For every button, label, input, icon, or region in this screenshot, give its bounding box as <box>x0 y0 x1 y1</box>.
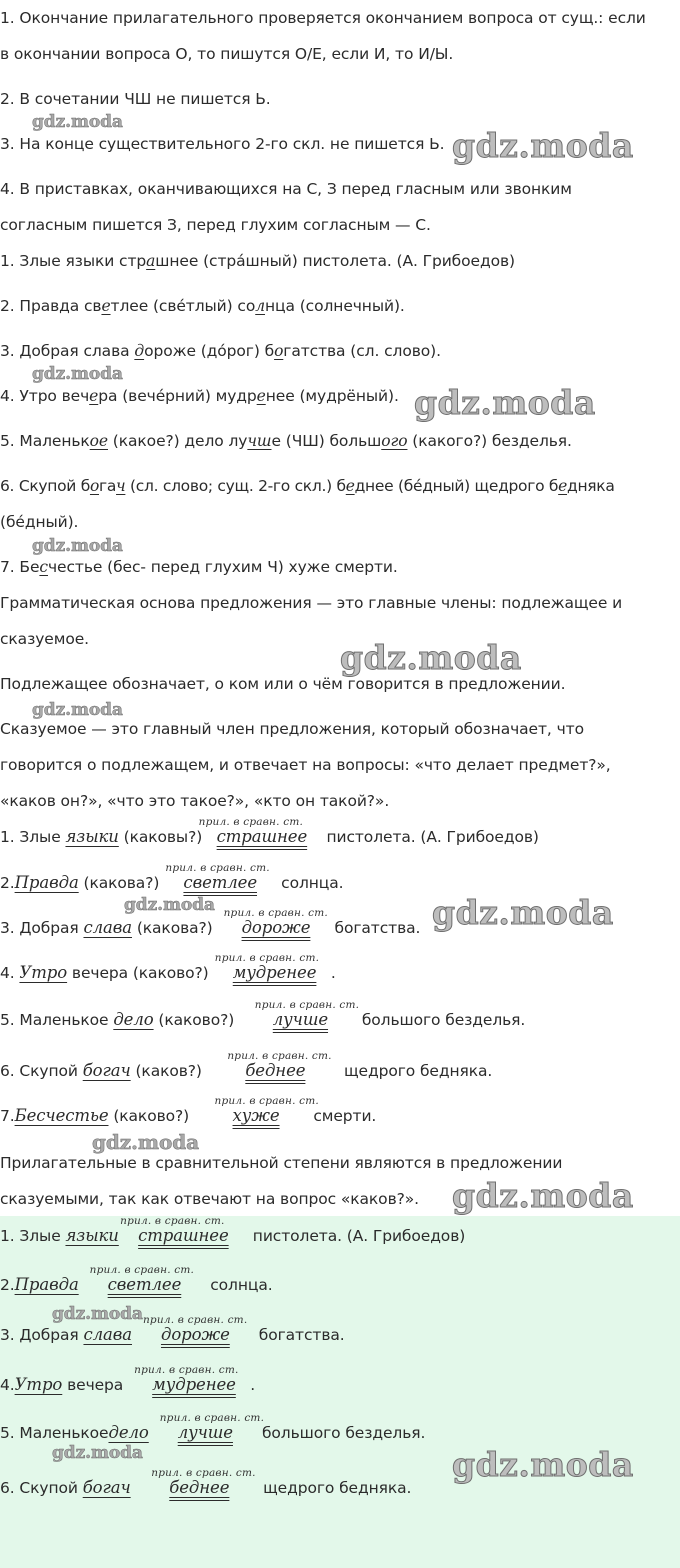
watermark: gdz.moda <box>52 1443 143 1463</box>
theory-line: Сказуемое — это главный член предложения, который обозначает, что <box>0 720 584 738</box>
rule-line: 4. В приставках, оканчивающихся на С, З перед гласным или звонким <box>0 180 572 198</box>
example-line: 2. Правда светлее (свéтлый) солнца (солнечный). <box>0 297 405 315</box>
final-sentence: 2.Правда прил. в сравн. ст. светлее солнца. <box>0 1264 273 1294</box>
rule-line: 3. На конце существительного 2-го скл. не пишется Ь. <box>0 135 445 153</box>
rule-line: 1. Окончание прилагательного проверяется окончанием вопроса от сущ.: если <box>0 9 646 27</box>
final-sentence: 4.Утро вечера прил. в сравн. ст. мудренее . <box>0 1364 256 1394</box>
parsed-sentence: 4. Утро вечера (каково?) прил. в сравн. ст. мудренее . <box>0 952 336 982</box>
parsed-sentence: 1. Злые языки (каковы?) прил. в сравн. ст. страшнее пистолета. (А. Грибоедов) <box>0 816 539 846</box>
theory-line: говорится о подлежащем, и отвечает на вопросы: «что делает предмет?», <box>0 756 611 774</box>
rule-line: в окончании вопроса О, то пишутся О/Е, если И, то И/Ы. <box>0 45 454 63</box>
rule-line: согласным пишется З, перед глухим согласным — С. <box>0 216 431 234</box>
example-line: (бéдный). <box>0 513 79 531</box>
watermark: gdz.moda <box>452 126 634 165</box>
watermark: gdz.moda <box>452 1176 634 1215</box>
example-line: 4. Утро вечера (вечéрний) мудренее (мудрёный). <box>0 387 399 405</box>
watermark: gdz.moda <box>32 536 123 556</box>
final-sentence: 5. Маленькоедело прил. в сравн. ст. лучше большого безделья. <box>0 1412 426 1442</box>
rule-line: 2. В сочетании ЧШ не пишется Ь. <box>0 90 271 108</box>
watermark: gdz.moda <box>340 638 522 677</box>
example-line: 7. Бесчестье (бес- перед глухим Ч) хуже смерти. <box>0 558 398 576</box>
final-sentence: 6. Скупой богач прил. в сравн. ст. беднее щедрого бедняка. <box>0 1467 412 1497</box>
watermark: gdz.moda <box>452 1445 634 1484</box>
watermark: gdz.moda <box>414 383 596 422</box>
theory-line: Грамматическая основа предложения — это главные члены: подлежащее и <box>0 594 623 612</box>
example-line: 5. Маленькое (какое?) дело лучше (ЧШ) большого (какого?) безделья. <box>0 432 572 450</box>
parsed-sentence: 6. Скупой богач (каков?) прил. в сравн. ст. беднее щедрого бедняка. <box>0 1050 493 1080</box>
conclusion-line: Прилагательные в сравнительной степени являются в предложении <box>0 1154 563 1172</box>
conclusion-line: сказуемыми, так как отвечают на вопрос «каков?». <box>0 1190 419 1208</box>
parsed-sentence: 3. Добрая слава (какова?) прил. в сравн. ст. дороже богатства. <box>0 907 421 937</box>
watermark: gdz.moda <box>52 1304 143 1324</box>
parsed-sentence: 7.Бесчестье (каково?) прил. в сравн. ст. хуже смерти. <box>0 1095 377 1125</box>
theory-line: сказуемое. <box>0 630 89 648</box>
example-line: 1. Злые языки страшнее (стра́шный) пистолета. (А. Грибоедов) <box>0 252 515 270</box>
watermark: gdz.moda <box>32 700 123 720</box>
watermark: gdz.moda <box>92 1130 199 1154</box>
example-line: 6. Скупой богач (сл. слово; сущ. 2-го скл.) беднее (бéдный) щедрого бедняка <box>0 477 615 495</box>
watermark: gdz.moda <box>124 895 215 915</box>
parsed-sentence: 2.Правда (какова?) прил. в сравн. ст. светлее солнца. <box>0 862 344 892</box>
theory-line: Подлежащее обозначает, о ком или о чём говорится в предложении. <box>0 675 566 693</box>
watermark: gdz.moda <box>32 364 123 384</box>
example-line: 3. Добрая слава дороже (дóрог) богатства (сл. слово). <box>0 342 441 360</box>
theory-line: «каков он?», «что это такое?», «кто он такой?». <box>0 792 390 810</box>
watermark: gdz.moda <box>32 112 123 132</box>
final-sentence: 3. Добрая слава прил. в сравн. ст. дороже богатства. <box>0 1314 345 1344</box>
watermark: gdz.moda <box>432 893 614 932</box>
parsed-sentence: 5. Маленькое дело (каково?) прил. в сравн. ст. лучше большого безделья. <box>0 999 526 1029</box>
final-sentence: 1. Злые языки прил. в сравн. ст. страшнее пистолета. (А. Грибоедов) <box>0 1215 466 1245</box>
